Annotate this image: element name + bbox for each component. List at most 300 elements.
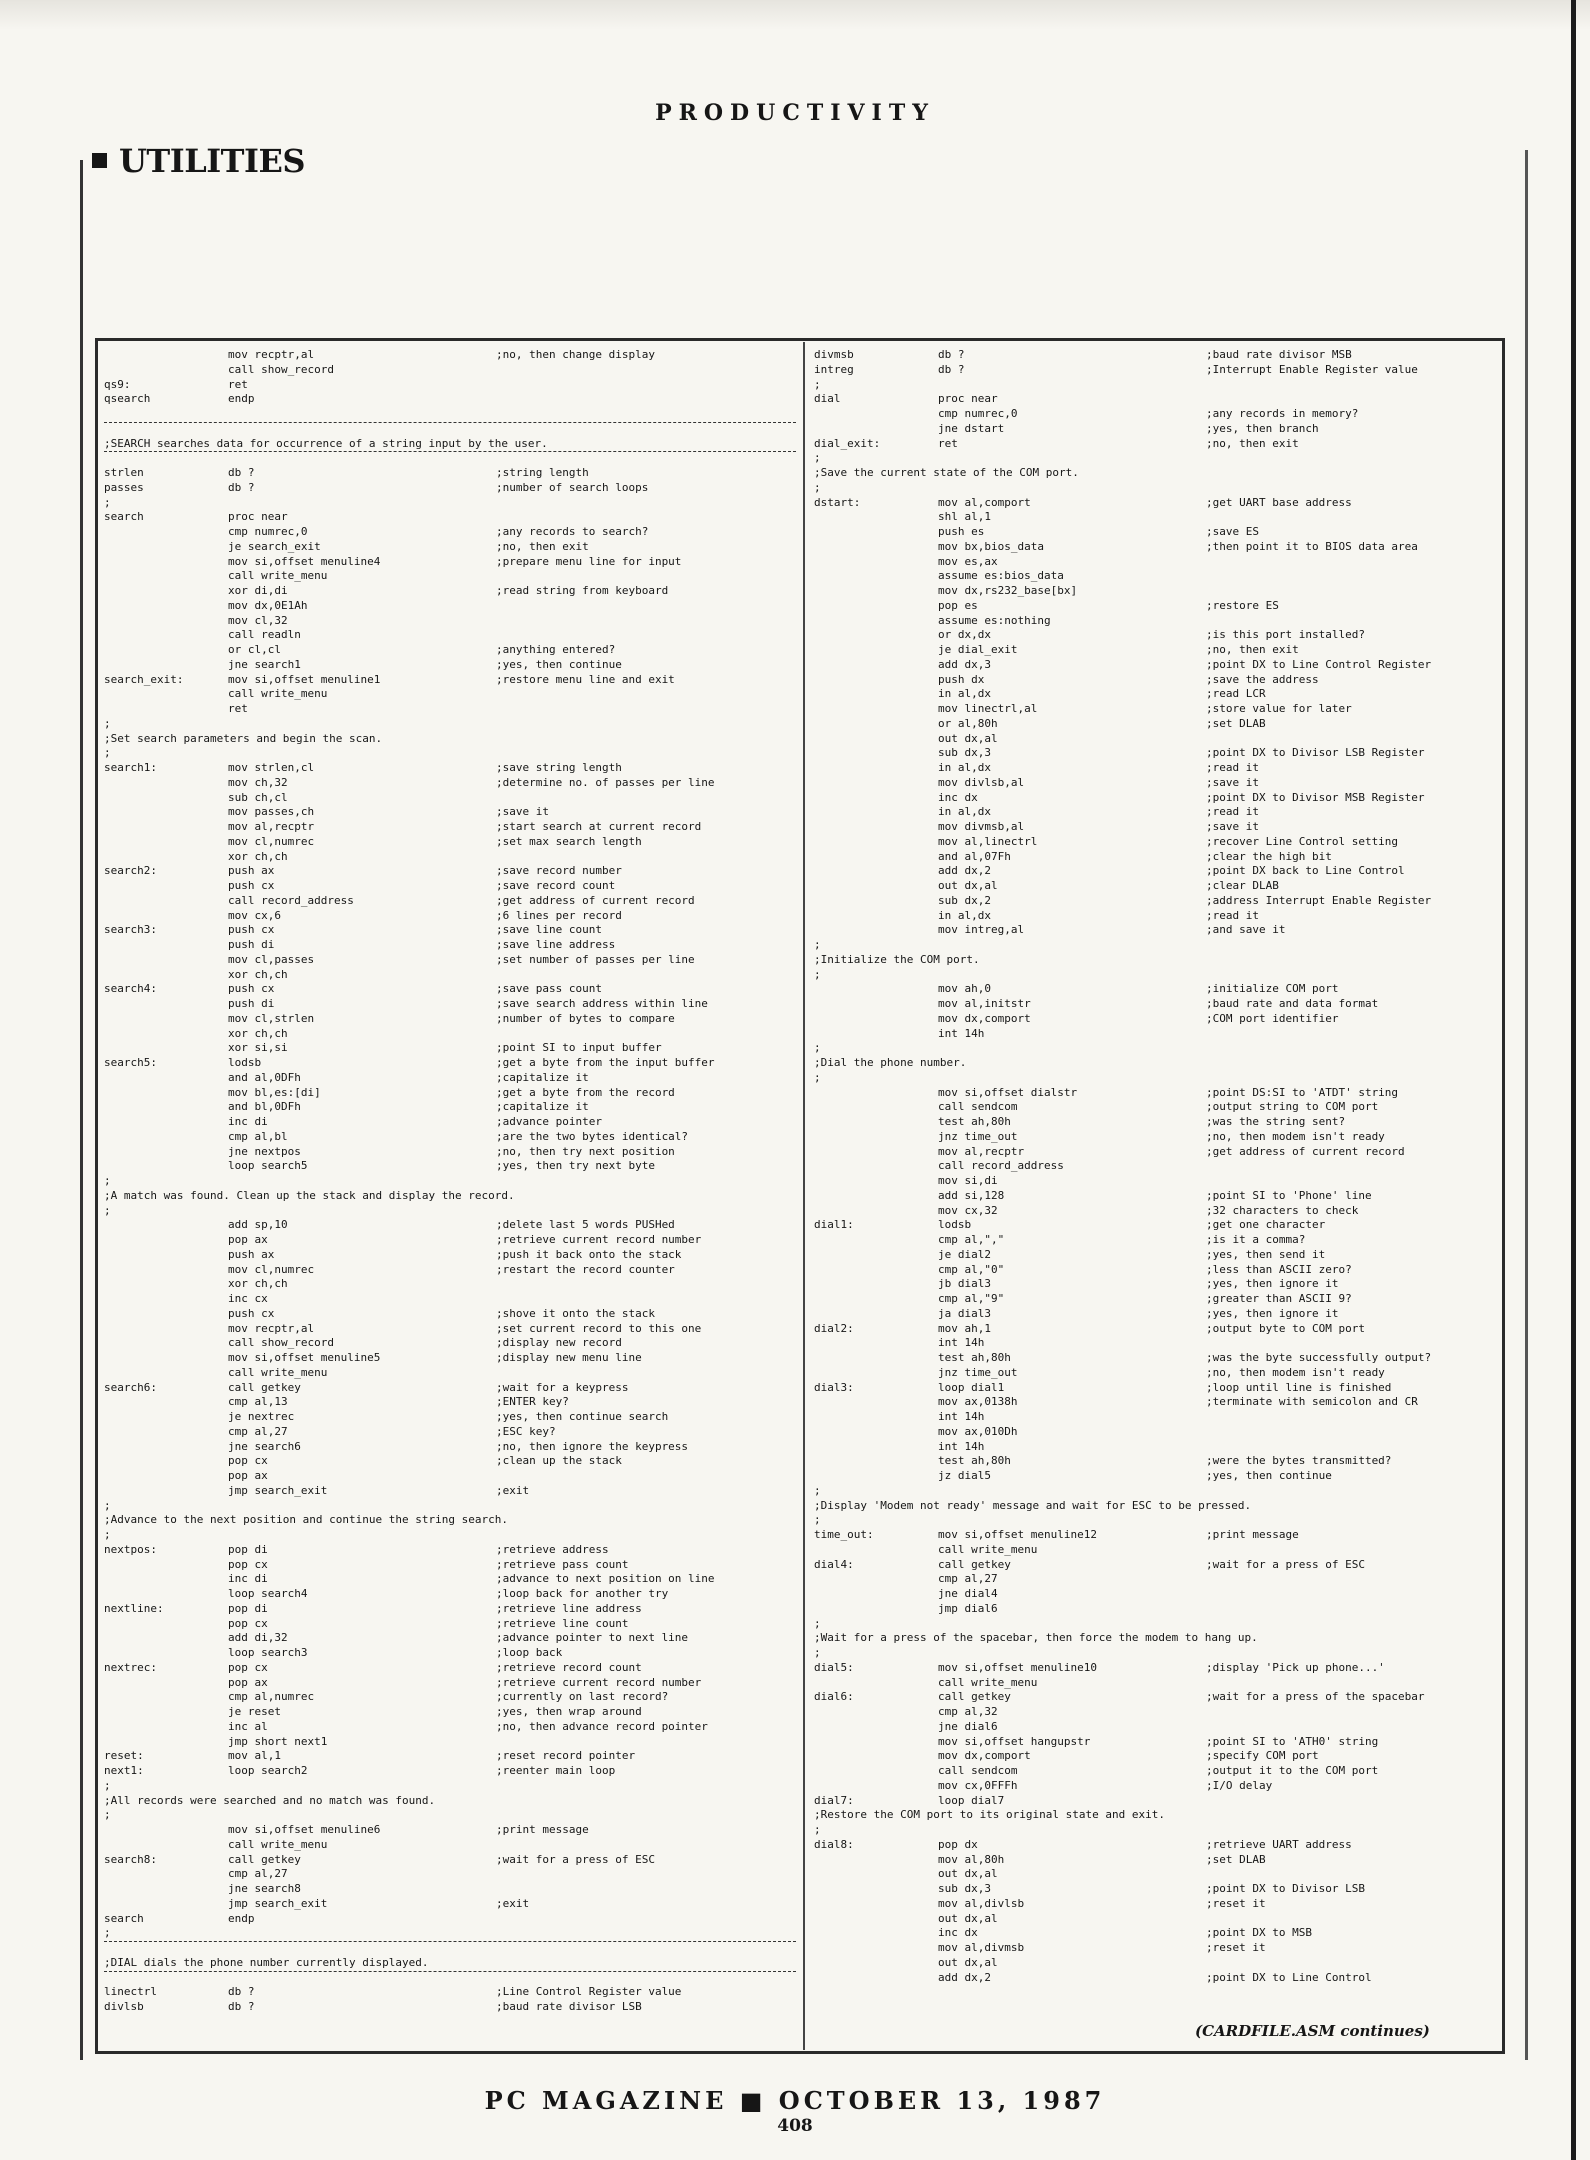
code-label: next1: — [104, 1764, 144, 1777]
code-instruction: inc dx — [938, 1926, 978, 1940]
code-label: passes — [104, 480, 144, 494]
code-line — [104, 510, 796, 525]
code-instruction: mov es,ax — [938, 554, 998, 568]
code-line — [104, 1145, 796, 1160]
code-line — [814, 1056, 1504, 1071]
code-instruction: mov divmsb,al — [938, 820, 1025, 833]
code-line — [814, 1292, 1504, 1307]
code-label: search5: — [104, 1056, 157, 1069]
code-instruction: call write_menu — [228, 687, 328, 701]
code-line — [104, 1779, 796, 1794]
code-instruction: in al,dx — [938, 761, 991, 774]
code-instruction: db ? — [228, 2000, 255, 2013]
code-comment: ;set number of passes per line — [496, 952, 695, 966]
code-label: dial8: — [814, 1837, 854, 1851]
code-line — [104, 1853, 796, 1868]
code-line — [814, 732, 1504, 747]
code-instruction: mov al,1 — [228, 1749, 281, 1763]
right-margin-rule — [1525, 150, 1528, 2060]
code-comment-line: ;Wait for a press of the spacebar, then force the modem to hang up. — [814, 1631, 1258, 1645]
code-line — [814, 953, 1504, 968]
code-instruction: call getkey — [938, 1557, 1011, 1571]
code-line — [814, 1823, 1504, 1838]
code-instruction: proc near — [938, 392, 998, 406]
code-line — [104, 1056, 796, 1071]
code-comment: ;loop back for another try — [496, 1587, 669, 1600]
code-comment: ;shove it onto the stack — [496, 1306, 655, 1320]
code-instruction: jne dstart — [938, 421, 1005, 435]
code-line — [814, 1735, 1504, 1750]
code-line — [814, 1071, 1504, 1086]
code-line — [104, 717, 796, 732]
code-instruction: mov divlsb,al — [938, 775, 1025, 789]
code-line — [814, 422, 1504, 437]
code-comment: ;read it — [1206, 761, 1259, 774]
code-line — [104, 1100, 796, 1115]
code-instruction: mov al,divmsb — [938, 1941, 1025, 1954]
code-comment: ;print message — [1206, 1528, 1299, 1541]
code-label: ; — [814, 480, 821, 494]
code-line — [104, 1189, 796, 1204]
code-instruction: push cx — [228, 879, 275, 892]
code-comment: ;COM port identifier — [1206, 1011, 1339, 1025]
code-line — [104, 791, 796, 806]
code-comment: ;push it back onto the stack — [496, 1247, 682, 1261]
code-instruction: mov bx,bios_data — [938, 539, 1044, 553]
code-line — [104, 1661, 796, 1676]
code-comment: ;capitalize it — [496, 1100, 589, 1114]
code-instruction: mov recptr,al — [228, 1321, 315, 1335]
code-instruction: mov ax,010Dh — [938, 1424, 1018, 1438]
code-instruction: push ax — [228, 1247, 275, 1261]
code-line — [104, 968, 796, 983]
code-instruction: mov cl,32 — [228, 613, 288, 627]
code-instruction: cmp al,bl — [228, 1129, 288, 1143]
code-line — [814, 938, 1504, 953]
code-instruction: cmp al,numrec — [228, 1690, 315, 1704]
code-label: nextpos: — [104, 1542, 157, 1556]
code-line — [104, 997, 796, 1012]
code-comment: ;capitalize it — [496, 1070, 589, 1084]
code-line — [814, 879, 1504, 894]
code-line — [104, 909, 796, 924]
code-instruction: sub dx,3 — [938, 746, 991, 760]
code-line — [814, 1661, 1504, 1676]
code-instruction: jmp dial6 — [938, 1601, 998, 1615]
code-instruction: call readln — [228, 628, 301, 642]
code-line — [104, 1735, 796, 1750]
code-label: time_out: — [814, 1528, 874, 1541]
code-label: dial4: — [814, 1557, 854, 1571]
code-line — [104, 879, 796, 894]
code-instruction: jnz time_out — [938, 1365, 1018, 1379]
code-line — [814, 702, 1504, 717]
code-line — [104, 1587, 796, 1602]
code-instruction: pop di — [228, 1542, 268, 1556]
code-line — [814, 1204, 1504, 1219]
code-instruction: mov al,80h — [938, 1852, 1005, 1866]
code-instruction: int 14h — [938, 1410, 985, 1423]
code-instruction: mov dx,rs232_base[bx] — [938, 584, 1078, 597]
code-line — [104, 820, 796, 835]
code-line — [104, 1646, 796, 1661]
code-instruction: ret — [228, 377, 248, 391]
code-instruction: push dx — [938, 672, 985, 686]
code-comment: ;any records in memory? — [1206, 407, 1359, 420]
code-instruction: mov dx,comport — [938, 1749, 1031, 1763]
code-comment: ;output it to the COM port — [1206, 1764, 1379, 1777]
code-instruction: endp — [228, 392, 255, 406]
scan-artifact-top — [0, 0, 1590, 30]
code-instruction: mov si,offset hangupstr — [938, 1734, 1091, 1748]
code-line — [104, 1720, 796, 1735]
code-instruction: inc di — [228, 1572, 268, 1586]
code-comment: ;display new menu line — [496, 1351, 642, 1364]
code-line — [104, 1705, 796, 1720]
code-line — [814, 1410, 1504, 1425]
code-line — [104, 894, 796, 909]
code-line — [104, 805, 796, 820]
code-instruction: jmp short next1 — [228, 1734, 328, 1748]
code-line — [814, 540, 1504, 555]
code-line — [814, 1926, 1504, 1941]
code-instruction: mov al,recptr — [938, 1144, 1025, 1158]
code-instruction: db ? — [938, 348, 965, 361]
code-comment: ;no, then ignore the keypress — [496, 1439, 689, 1453]
code-line — [814, 451, 1504, 466]
code-instruction: in al,dx — [938, 908, 991, 922]
code-comment: ;point SI to 'ATH0' string — [1206, 1734, 1379, 1748]
code-comment: ;save record number — [496, 864, 622, 878]
code-line — [104, 1749, 796, 1764]
code-instruction: call sendcom — [938, 1100, 1018, 1114]
code-comment: ;save pass count — [496, 982, 602, 996]
code-instruction: jmp search_exit — [228, 1896, 328, 1910]
code-instruction: mov intreg,al — [938, 923, 1025, 937]
code-comment: ;no, then try next position — [496, 1144, 675, 1158]
code-line — [814, 864, 1504, 879]
code-instruction: db ? — [228, 466, 255, 479]
code-instruction: xor di,di — [228, 584, 288, 597]
code-line — [814, 1130, 1504, 1145]
code-line — [104, 1985, 796, 2000]
code-line — [104, 1159, 796, 1174]
code-comment: ;was the byte successfully output? — [1206, 1351, 1432, 1364]
code-instruction: push di — [228, 997, 275, 1010]
code-line — [104, 1307, 796, 1322]
code-label: ; — [814, 1513, 821, 1527]
separator-line — [104, 1941, 796, 1942]
code-label: ; — [814, 967, 821, 981]
code-instruction: mov cl,strlen — [228, 1011, 315, 1025]
code-instruction: mov cl,numrec — [228, 834, 315, 848]
code-instruction: mov bl,es:[di] — [228, 1085, 321, 1099]
code-instruction: ret — [938, 436, 958, 450]
code-line — [104, 938, 796, 953]
code-comment: ;reset record pointer — [496, 1749, 636, 1763]
code-instruction: cmp numrec,0 — [228, 525, 308, 538]
code-instruction: mov strlen,cl — [228, 761, 315, 774]
code-label: dial1: — [814, 1218, 854, 1232]
code-line — [104, 1263, 796, 1278]
code-instruction: call write_menu — [938, 1675, 1038, 1689]
code-line — [814, 717, 1504, 732]
code-instruction: mov ch,32 — [228, 775, 288, 789]
code-label: search — [104, 1911, 144, 1925]
code-label: ; — [104, 1778, 111, 1792]
code-instruction: call record_address — [228, 893, 354, 907]
code-instruction: mov al,linectrl — [938, 834, 1038, 848]
code-line — [814, 658, 1504, 673]
code-line — [814, 1159, 1504, 1174]
code-label: ; — [814, 377, 821, 391]
code-line — [814, 1808, 1504, 1823]
code-instruction: out dx,al — [938, 879, 998, 892]
code-line — [814, 1513, 1504, 1528]
code-line — [104, 1218, 796, 1233]
code-instruction: out dx,al — [938, 1867, 998, 1881]
code-instruction: call write_menu — [228, 569, 328, 583]
code-comment: ;I/O delay — [1206, 1778, 1273, 1792]
code-comment: ;no, then exit — [496, 539, 589, 553]
code-line — [104, 1351, 796, 1366]
code-comment: ;save it — [1206, 775, 1259, 789]
code-comment-line: ;A match was found. Clean up the stack and display the record. — [104, 1188, 515, 1202]
code-comment: ;restore ES — [1206, 598, 1279, 612]
code-comment: ;read LCR — [1206, 687, 1266, 701]
code-instruction: or cl,cl — [228, 643, 281, 656]
code-line — [104, 451, 796, 466]
code-line — [104, 540, 796, 555]
code-line — [814, 584, 1504, 599]
left-margin-rule — [80, 160, 83, 2060]
code-line — [104, 923, 796, 938]
code-comment-line: ;All records were searched and no match was found. — [104, 1793, 436, 1807]
code-comment: ;Line Control Register value — [496, 1985, 682, 1999]
code-label: divmsb — [814, 348, 854, 361]
code-comment-line: ;Save the current state of the COM port. — [814, 466, 1079, 479]
code-comment: ;prepare menu line for input — [496, 554, 682, 568]
code-instruction: pop cx — [228, 1454, 268, 1468]
code-label: ; — [104, 716, 111, 730]
code-line — [814, 599, 1504, 614]
code-comment: ;delete last 5 words PUSHed — [496, 1218, 675, 1232]
code-line — [814, 1469, 1504, 1484]
code-comment-line: ;SEARCH searches data for occurrence of a string input by the user. — [104, 436, 548, 450]
code-comment: ;is it a comma? — [1206, 1233, 1306, 1246]
code-comment: ;wait for a press of the spacebar — [1206, 1690, 1425, 1704]
code-line — [104, 658, 796, 673]
code-instruction: mov cx,6 — [228, 908, 281, 922]
code-label: search1: — [104, 761, 157, 774]
code-line — [814, 1454, 1504, 1469]
code-label: ; — [814, 1823, 821, 1836]
code-instruction: loop search5 — [228, 1159, 308, 1173]
code-instruction: sub dx,3 — [938, 1882, 991, 1895]
code-line — [814, 1351, 1504, 1366]
code-instruction: push cx — [228, 982, 275, 996]
code-line — [814, 1100, 1504, 1115]
code-line — [814, 1086, 1504, 1101]
code-line — [104, 628, 796, 643]
code-instruction: inc cx — [228, 1292, 268, 1305]
code-instruction: mov al,initstr — [938, 997, 1031, 1010]
code-instruction: push ax — [228, 864, 275, 878]
code-line — [104, 1572, 796, 1587]
code-instruction: mov linectrl,al — [938, 702, 1038, 715]
code-comment: ;number of search loops — [496, 480, 649, 494]
code-line — [104, 1336, 796, 1351]
code-line — [814, 1617, 1504, 1632]
code-comment: ;yes, then branch — [1206, 421, 1319, 435]
code-label: ; — [104, 1498, 111, 1512]
code-instruction: in al,dx — [938, 687, 991, 701]
code-comment: ;restore menu line and exit — [496, 672, 675, 686]
code-line — [814, 1233, 1504, 1248]
code-instruction: mov si,offset menuline12 — [938, 1528, 1097, 1541]
code-line — [814, 614, 1504, 629]
code-instruction: mov si,offset menuline6 — [228, 1823, 381, 1836]
code-instruction: cmp al,27 — [938, 1572, 998, 1586]
code-comment-line: ;Dial the phone number. — [814, 1056, 967, 1069]
code-line — [814, 1749, 1504, 1764]
code-line — [104, 1292, 796, 1307]
code-instruction: jne dial6 — [938, 1719, 998, 1733]
code-line — [814, 1218, 1504, 1233]
code-label: qs9: — [104, 377, 131, 391]
code-line — [104, 1956, 796, 1971]
code-instruction: jz dial5 — [938, 1469, 991, 1482]
code-label: ; — [814, 1070, 821, 1084]
code-line — [104, 466, 796, 481]
magazine-footer: PC MAGAZINE ■ OCTOBER 13, 1987 — [484, 2086, 1106, 2115]
code-line — [104, 953, 796, 968]
code-instruction: or dx,dx — [938, 628, 991, 642]
code-instruction: mov cl,numrec — [228, 1262, 315, 1276]
code-line — [814, 805, 1504, 820]
code-line — [814, 820, 1504, 835]
code-line — [814, 923, 1504, 938]
code-comment: ;currently on last record? — [496, 1690, 669, 1704]
heading-text: UTILITIES — [119, 142, 305, 180]
code-comment: ;clean up the stack — [496, 1454, 622, 1468]
code-line — [104, 614, 796, 629]
code-instruction: mov si,offset menuline4 — [228, 554, 381, 568]
code-label: ; — [104, 1174, 111, 1187]
code-comment: ;advance pointer to next line — [496, 1631, 689, 1645]
code-comment: ;output string to COM port — [1206, 1100, 1379, 1114]
code-line — [814, 1853, 1504, 1868]
code-instruction: out dx,al — [938, 1955, 998, 1969]
code-instruction: call getkey — [228, 1380, 301, 1394]
code-comment: ;reenter main loop — [496, 1764, 616, 1777]
code-instruction: call write_menu — [228, 1365, 328, 1379]
code-comment: ;is this port installed? — [1206, 628, 1365, 642]
code-comment: ;recover Line Control setting — [1206, 834, 1399, 848]
code-line — [814, 968, 1504, 983]
code-line — [814, 1145, 1504, 1160]
code-label: qsearch — [104, 392, 151, 406]
code-line — [814, 850, 1504, 865]
code-line — [104, 1248, 796, 1263]
code-comment: ;32 characters to check — [1206, 1203, 1359, 1217]
code-line — [104, 1926, 796, 1941]
code-comment: ;save line address — [496, 938, 616, 951]
code-line — [104, 392, 796, 407]
code-instruction: mov al,recptr — [228, 820, 315, 833]
code-label: search6: — [104, 1380, 157, 1394]
code-comment: ;retrieve record count — [496, 1660, 642, 1674]
code-comment: ;point DX to MSB — [1206, 1926, 1312, 1940]
code-comment: ;no, then exit — [1206, 436, 1299, 450]
code-label: search3: — [104, 923, 157, 937]
code-line — [104, 1366, 796, 1381]
code-line — [104, 1204, 796, 1219]
code-instruction: jne search6 — [228, 1439, 301, 1453]
code-line — [814, 1336, 1504, 1351]
code-instruction: cmp al,27 — [228, 1867, 288, 1881]
code-label: dial3: — [814, 1380, 854, 1394]
code-label: search8: — [104, 1852, 157, 1866]
code-comment: ;wait for a press of ESC — [496, 1852, 655, 1866]
code-instruction: mov si,offset menuline1 — [228, 672, 381, 686]
code-instruction: db ? — [228, 1985, 255, 1999]
code-line — [814, 776, 1504, 791]
code-comment: ;yes, then continue — [496, 657, 622, 671]
code-instruction: jmp search_exit — [228, 1483, 328, 1497]
separator-line — [104, 1971, 796, 1972]
code-line — [104, 584, 796, 599]
code-label: ; — [104, 1203, 111, 1217]
code-line — [814, 1956, 1504, 1971]
code-line — [814, 982, 1504, 997]
code-line — [814, 1676, 1504, 1691]
code-instruction: add dx,2 — [938, 1970, 991, 1984]
code-line — [814, 1381, 1504, 1396]
code-line — [814, 1322, 1504, 1337]
code-line — [814, 1484, 1504, 1499]
code-comment: ;yes, then continue — [1206, 1469, 1332, 1482]
code-comment: ;save record count — [496, 879, 616, 892]
code-instruction: pop dx — [938, 1837, 978, 1851]
code-line — [814, 1720, 1504, 1735]
code-comment: ;set current record to this one — [496, 1321, 702, 1335]
code-line — [104, 1631, 796, 1646]
code-line — [814, 746, 1504, 761]
code-instruction: int 14h — [938, 1439, 985, 1453]
code-comment: ;no, then exit — [1206, 643, 1299, 656]
code-comment: ;yes, then ignore it — [1206, 1277, 1339, 1291]
code-line — [104, 1233, 796, 1248]
code-comment: ;yes, then ignore it — [1206, 1306, 1339, 1320]
code-instruction: inc dx — [938, 790, 978, 804]
code-instruction: mov ax,0138h — [938, 1395, 1018, 1409]
code-line — [104, 1823, 796, 1838]
code-line — [104, 1543, 796, 1558]
code-line — [104, 687, 796, 702]
code-comment: ;display new record — [496, 1336, 622, 1350]
code-line — [814, 673, 1504, 688]
code-comment: ;loop back — [496, 1646, 563, 1659]
code-instruction: mov si,offset menuline5 — [228, 1351, 381, 1364]
code-instruction: add sp,10 — [228, 1218, 288, 1232]
code-line — [814, 1794, 1504, 1809]
code-line — [104, 1469, 796, 1484]
code-line — [104, 496, 796, 511]
code-instruction: assume es:bios_data — [938, 569, 1064, 583]
code-comment: ;6 lines per record — [496, 908, 622, 922]
code-instruction: jne search8 — [228, 1882, 301, 1895]
